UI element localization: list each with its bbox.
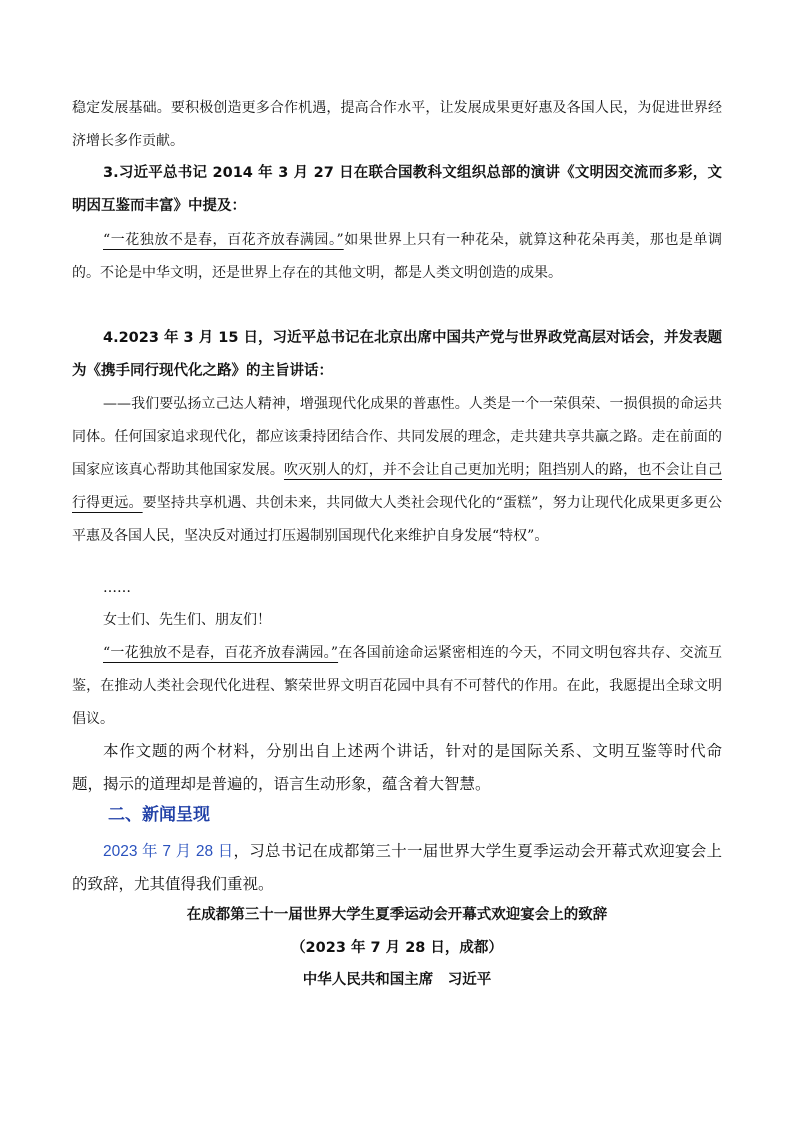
paragraph-item-3: 3.习近平总书记 2014 年 3 月 27 日在联合国教科文组织总部的演讲《文明因交流而多彩，文明因互鉴而丰富》中提及： xyxy=(72,165,722,214)
speech-text-a: ——我们要弘扬立己达人精神，增强现代化成果的普惠性。人类是一个一荣俱荣、一损俱损的命运共同体。任何国家追求现代化，都应该秉持团结合作、共同发展的理念，走共建共享共赢之路。走在前面的国家应该真心帮助其他国家发展。 xyxy=(72,396,722,478)
quote-explanation: 如果世界上只有一种花朵，就算这种花朵再美，那也是单调的。不论是中华文明，还是世界上存在的其他文明，都是人类文明创造的成果。 xyxy=(72,232,722,281)
paragraph-continuation: 稳定发展基础。要积极创造更多合作机遇，提高合作水平，让发展成果更好惠及各国人民，为促进世界经济增长多作贡献。 xyxy=(72,100,722,149)
speech-author: 中华人民共和国主席 习近平 xyxy=(302,972,492,988)
speech-title: 在成都第三十一届世界大学生夏季运动会开幕式欢迎宴会上的致辞 xyxy=(186,907,608,923)
ellipsis: …… xyxy=(103,580,131,596)
greeting: 女士们、先生们、朋友们！ xyxy=(103,612,271,628)
paragraph-item-4: 4.2023 年 3 月 15 日，习近平总书记在北京出席中国共产党与世界政党高层对话会，并发表题为《携手同行现代化之路》的主旨讲话： xyxy=(72,330,722,379)
paragraph-quote-2 xyxy=(72,637,722,736)
speech-subtitle: （2023 年 7 月 28 日，成都） xyxy=(291,940,503,956)
speech-text-b: 要坚持共享机遇、共创未来，共同做大人类社会现代化的“蛋糕”，努力让现代化成果更多更公平惠及各国人民，坚决反对通过打压遏制别国现代化来维护自身发展“特权”。 xyxy=(72,495,723,544)
section-heading: 二、新闻呈现 xyxy=(108,805,210,825)
underlined-quote: “一花独放不是春，百花齐放春满园。” xyxy=(103,232,344,248)
speech-excerpt xyxy=(72,388,722,553)
news-date: 2023 年 7 月 28 日 xyxy=(103,843,234,860)
quote-explanation-2: 在各国前途命运紧密相连的今天，不同文明包容共存、交流互鉴，在推动人类社会现代化进程、繁荣世界文明百花园中具有不可替代的作用。在此，我愿提出全球文明倡议。 xyxy=(72,645,722,727)
summary-paragraph: 本作文题的两个材料，分别出自上述两个讲话，针对的是国际关系、文明互鉴等时代命题，揭示的道理却是普遍的，语言生动形象，蕴含着大智慧。 xyxy=(72,743,722,793)
underlined-quote-2: “一花独放不是春，百花齐放春满园。” xyxy=(103,645,339,661)
news-intro xyxy=(72,835,722,901)
underlined-sentence: 吹灭别人的灯，并不会让自己更加光明；阻挡别人的路，也不会让自己行得更远。 xyxy=(72,462,722,511)
paragraph-quote-1 xyxy=(72,224,722,290)
news-intro-text: ，习总书记在成都第三十一届世界大学生夏季运动会开幕式欢迎宴会上的致辞，尤其值得我们重视。 xyxy=(72,843,722,893)
